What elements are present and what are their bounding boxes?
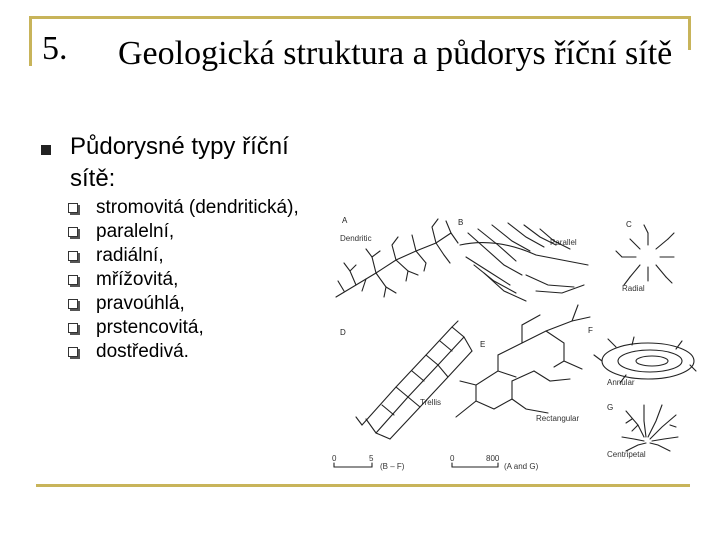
- parallel-pattern-drawing: [460, 223, 588, 301]
- panel-letter-d: D: [340, 328, 346, 337]
- checkbox-bullet-icon: [68, 347, 78, 357]
- accent-frame-top: [29, 16, 691, 19]
- list-item: [68, 292, 299, 316]
- scale-left-zero: 0: [332, 454, 337, 463]
- label-rectangular: Rectangular: [536, 414, 580, 423]
- label-trellis: Trellis: [420, 398, 442, 407]
- accent-frame-bottom: [36, 484, 690, 487]
- label-centripetal: Centripetal: [607, 450, 646, 459]
- centripetal-pattern-drawing: [622, 405, 678, 451]
- panel-letter-g: G: [607, 403, 614, 412]
- panel-letter-b: B: [458, 218, 464, 227]
- scale-bars: [334, 463, 498, 467]
- list-item: [68, 268, 299, 292]
- panel-letter-e: E: [480, 340, 486, 349]
- list-item-label: prstencovitá,: [96, 317, 204, 338]
- slide-subtitle: Půdorysné typy říční sítě:: [70, 133, 289, 192]
- checkbox-bullet-icon: [68, 323, 78, 333]
- drainage-type-list: [68, 196, 299, 364]
- list-item-label: dostředivá.: [96, 341, 189, 362]
- drainage-patterns-svg: [326, 205, 698, 480]
- slide-number: 5.: [42, 30, 68, 67]
- accent-frame-right: [688, 16, 691, 50]
- list-item-label: mřížovitá,: [96, 269, 179, 290]
- trellis-pattern-drawing: [356, 321, 472, 439]
- label-parallel: Parallel: [550, 238, 577, 247]
- square-bullet-icon: [41, 145, 51, 155]
- label-dendritic: Dendritic: [340, 234, 372, 243]
- scale-right-value: 800: [486, 454, 500, 463]
- list-item: [68, 220, 299, 244]
- rectangular-pattern-drawing: [456, 305, 590, 417]
- list-item: [68, 244, 299, 268]
- panel-letter-f: F: [588, 326, 593, 335]
- list-item-label: stromovitá (dendritická),: [96, 197, 299, 218]
- list-item-label: pravoúhlá,: [96, 293, 185, 314]
- list-item-label: radiální,: [96, 245, 164, 266]
- annular-pattern-drawing: [594, 337, 696, 383]
- scale-right-unit: (A and G): [504, 462, 539, 471]
- list-item: [68, 196, 299, 220]
- scale-right-zero: 0: [450, 454, 455, 463]
- radial-pattern-drawing: [616, 225, 674, 285]
- list-item: [68, 340, 299, 364]
- panel-letter-c: C: [626, 220, 632, 229]
- list-item-label: paralelní,: [96, 221, 175, 242]
- panel-letter-a: A: [342, 216, 348, 225]
- list-item: [68, 316, 299, 340]
- checkbox-bullet-icon: [68, 299, 78, 309]
- checkbox-bullet-icon: [68, 275, 78, 285]
- scale-left-unit: (B – F): [380, 462, 405, 471]
- checkbox-bullet-icon: [68, 203, 78, 213]
- dendritic-pattern-drawing: [336, 219, 458, 297]
- label-radial: Radial: [622, 284, 645, 293]
- checkbox-bullet-icon: [68, 251, 78, 261]
- scale-left-value: 5: [369, 454, 374, 463]
- checkbox-bullet-icon: [68, 227, 78, 237]
- drainage-patterns-figure: [326, 205, 698, 480]
- slide-title: Geologická struktura a půdorys říční sítě: [118, 35, 673, 72]
- label-annular: Annular: [607, 378, 635, 387]
- accent-frame-left: [29, 16, 32, 66]
